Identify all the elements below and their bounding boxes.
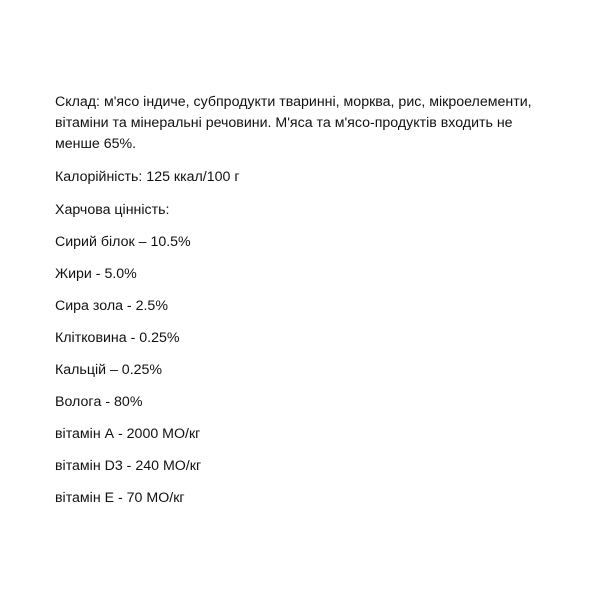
- composition-line: менше 65%.: [55, 136, 137, 152]
- product-description: [55, 92, 555, 509]
- nutrition-heading: Харчова цінність:: [55, 202, 170, 218]
- composition-text: [55, 92, 555, 155]
- nutrient-vitamin-a: вітамін А - 2000 МО/кг: [55, 426, 201, 442]
- calories-text: Калорійність: 125 ккал/100 г: [55, 169, 240, 185]
- composition-line: вітаміни та мінеральні речовини. М'яса та м'ясо-продуктів входить не: [55, 115, 513, 131]
- nutrient-list: [55, 232, 555, 509]
- nutrient-fiber: Клітковина - 0.25%: [55, 330, 180, 346]
- nutrient-ash: Сира зола - 2.5%: [55, 298, 168, 314]
- nutrient-calcium: Кальцій – 0.25%: [55, 362, 163, 378]
- nutrient-moisture: Вологa - 80%: [55, 394, 143, 410]
- nutrient-fat: Жири - 5.0%: [55, 266, 137, 282]
- nutrient-protein: Сирий білок – 10.5%: [55, 234, 191, 250]
- nutrient-vitamin-e: вітамін Е - 70 МО/кг: [55, 490, 185, 506]
- nutrient-vitamin-d3: вітамін D3 - 240 МО/кг: [55, 458, 202, 474]
- composition-line: Склад: м'ясо індиче, субпродукти тваринні, морква, рис, мікроелементи,: [55, 94, 532, 110]
